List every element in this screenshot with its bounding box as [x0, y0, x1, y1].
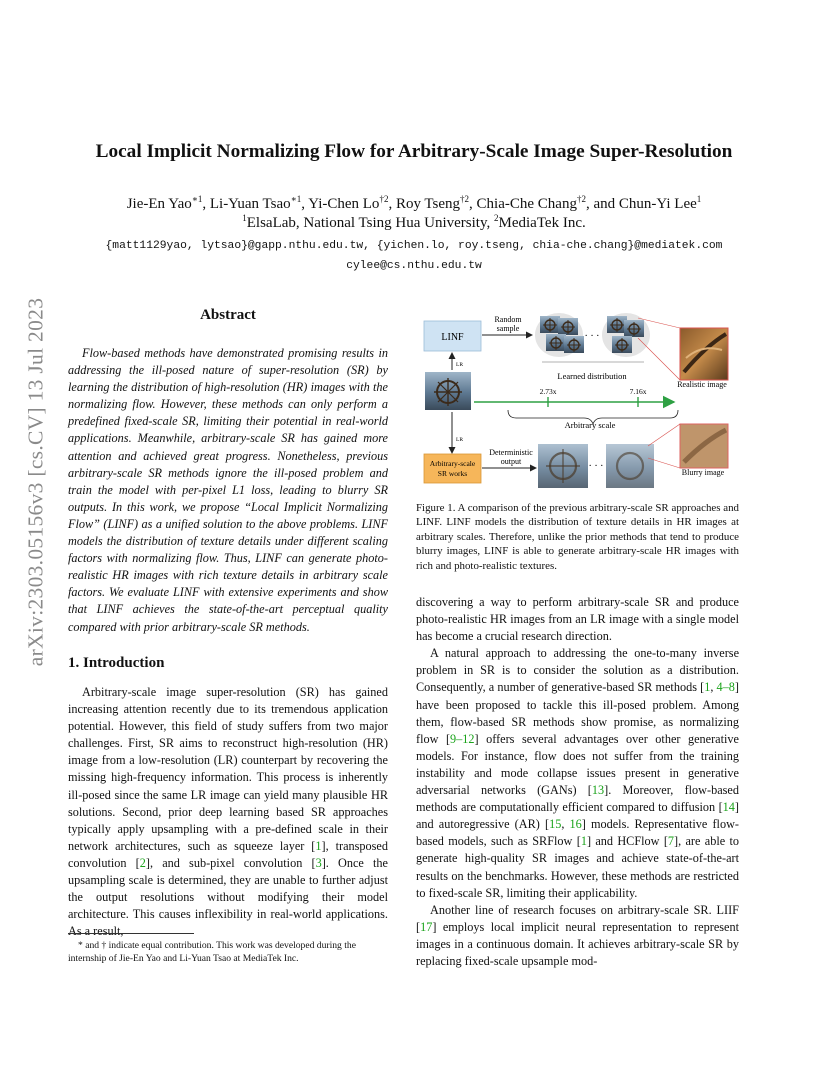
affiliation-2: MediaTek Inc.	[498, 215, 586, 231]
author-mark: ∗1	[191, 194, 203, 204]
paragraph-text: ] and autoregressive (AR) [	[416, 800, 739, 832]
paragraph-text: ] offers several advantages over other generative models. For instance, flow does not suffer from the training instability and mode collapse issues present in generative adversarial networks (GANs) [	[416, 731, 739, 798]
output-label: output	[500, 457, 522, 466]
citation-link[interactable]: 7	[667, 834, 675, 849]
author-line: Jie-En Yao$^{∗1}$, Li-Yuan Tsao$^{∗1}$, Yi-Chen Lo$^{\dagger 2}$, Roy Tseng$^{\dagger 2}$, Chia-Che Chang$^{\dagger 2}$, and Chun-Yi Lee$^1$	[126, 194, 702, 212]
author-name: Roy Tseng	[395, 196, 461, 212]
paragraph-text: ,	[561, 817, 570, 832]
scale-tick-label: 7.16x	[629, 387, 647, 396]
paragraph-text: ], transposed convolution [	[68, 838, 388, 870]
realistic-label: Realistic image	[677, 380, 727, 389]
email-line: cylee@cs.nthu.edu.tw	[346, 260, 482, 272]
paragraph-text: ], and sub-pixel convolution [	[145, 855, 316, 870]
citation-link[interactable]: 17	[420, 919, 433, 934]
author-name: Chia-Che Chang	[476, 196, 577, 212]
affiliation-1: ElsaLab, National Tsing Hua University,	[246, 215, 494, 231]
blurry-label: Blurry image	[681, 468, 725, 477]
author-name: Jie-En Yao	[126, 196, 192, 212]
intro-paragraph: discovering a way to perform arbitrary-scale SR and produce photo-realistic HR images from an LR image with a single model has become a crucial research direction.	[416, 595, 739, 644]
lr-label: LR	[456, 437, 464, 443]
paragraph-text: ,	[710, 680, 717, 695]
citation-link[interactable]: 4–8	[716, 680, 735, 695]
affiliation-mark: 1	[242, 213, 247, 223]
ellipsis: · · ·	[584, 331, 600, 342]
learned-distribution-label: Learned distribution	[557, 371, 627, 381]
figure-1	[416, 306, 739, 490]
prior-methods-label: SR works	[437, 469, 468, 478]
paragraph-text: ] employs local implicit neural representation to represent images in a continuous domain. It achieves arbitrary-scale SR by replacing fixed-scale upsample mod-	[416, 919, 739, 968]
paragraph-text: A natural approach to addressing the one-to-many inverse problem in SR is to consider the solution as a distribution. Consequently, a number of generative-based SR methods [	[416, 646, 739, 695]
paragraph-text: ]. Once the upsampling scale is determined, they are unable to further adjust the output resolutions without modifying their model architecture. This causes inflexibility in real-world applications. As a result,	[68, 855, 388, 939]
citation-link[interactable]: 2	[139, 855, 146, 870]
author-mark: †2	[576, 194, 586, 204]
author-mark: 1	[696, 194, 702, 204]
author-block	[60, 195, 768, 233]
paragraph-text: ] have been proposed to tackle this ill-posed problem. Among them, flow-based SR methods show promise, as normalizing flow [	[416, 680, 739, 746]
citation-link[interactable]: 1	[580, 834, 587, 849]
paragraph-text: Arbitrary-scale image super-resolution (SR) has gained increasing attention recently due to its tremendous application potential. However, this field of study suffers from two major challenges. First, SR aims to reconstruct high-resolution (HR) image from a low-resolution (LR) counterpart by recovering the missing high-frequency information. This process is inherently ill-posed since the same LR image can yield many plausible HR solutions. Second, prior deep learning based SR approaches typically apply upsampling with a pre-defined scale in their network architectures, such as squeeze layer [	[68, 685, 388, 853]
intro-paragraph	[416, 645, 739, 901]
ellipsis: · · ·	[588, 461, 604, 472]
affiliation-mark: 2	[494, 213, 499, 223]
arxiv-stamp-text: arXiv:2303.05156v3 [cs.CV] 13 Jul 2023	[23, 297, 48, 667]
lr-label: LR	[456, 362, 464, 368]
section-heading: 1. Introduction	[68, 655, 165, 671]
linf-label: LINF	[441, 332, 464, 343]
affiliation-line	[60, 214, 768, 233]
citation-link[interactable]: 15	[549, 817, 562, 832]
abstract-text: Flow-based methods have demonstrated promising results in addressing the ill-posed nature of super-resolution (SR) by learning the distribution of high-resolution (HR) images with the normalizing flow. However, these methods can only perform a predefined fixed-scale SR, limiting their potential in real-world applications. Meanwhile, arbitrary-scale SR has gained more attention and achieved great progress. Nonetheless, previous arbitrary-scale SR methods ignore the ill-posed problem and train the model with per-pixel L1 loss, leading to blurry SR outputs. In this work, we propose “Local Implicit Normalizing Flow” (LINF) as a unified solution to the above problems. LINF models the distribution of texture details under different scaling factors with normalizing flow. Thus, LINF can generate photo-realistic HR images with rich texture details in arbitrary scale factors. We evaluate LINF with extensive experiments and show that LINF achieves the state-of-the-art perceptual quality compared with prior arbitrary-scale SR methods.	[68, 346, 388, 634]
email-line: {matt1129yao, lytsao}@gapp.nthu.edu.tw, {yichen.lo, roy.tseng, chia-che.chang}@mediatek.com	[105, 240, 723, 252]
author-name: Yi-Chen Lo	[308, 196, 380, 212]
author-name: Chun-Yi Lee	[618, 196, 697, 212]
right-column-text	[416, 594, 739, 970]
paper-title: Local Implicit Normalizing Flow for Arbitrary-Scale Image Super-Resolution	[95, 141, 733, 162]
author-mark: ∗1	[290, 194, 302, 204]
author-name: Li-Yuan Tsao	[209, 196, 291, 212]
author-conjunction: and	[593, 196, 619, 212]
abstract-heading: Abstract	[200, 307, 256, 323]
citation-link[interactable]: 1	[315, 838, 322, 853]
email-block	[60, 236, 768, 276]
citation-link[interactable]: 1	[704, 680, 711, 695]
arbitrary-scale-label: Arbitrary scale	[564, 420, 616, 430]
intro-paragraph	[416, 902, 739, 970]
deterministic-label: Deterministic	[489, 448, 533, 457]
citation-link[interactable]: 3	[315, 855, 322, 870]
footnote: * and † indicate equal contribution. This work was developed during the internship of Jie-En Yao and Li-Yuan Tsao at MediaTek Inc.	[68, 940, 356, 964]
scale-tick-label: 2.73x	[539, 387, 557, 396]
footnote-divider	[68, 933, 194, 934]
prior-methods-label: Arbitrary-scale	[429, 459, 476, 468]
arxiv-stamp	[14, 262, 58, 702]
author-mark: †2	[460, 194, 470, 204]
citation-link[interactable]: 16	[569, 817, 582, 832]
paragraph-text: ]. Moreover, flow-based methods are computationally efficient compared to diffusion [	[416, 783, 739, 815]
citation-link[interactable]: 14	[722, 800, 735, 815]
random-label: Random	[494, 315, 522, 324]
paragraph-text: ] and HCFlow [	[586, 834, 668, 849]
paragraph-text: ] models. Representative flow-based models, such as SRFlow [	[416, 817, 739, 849]
author-mark: †2	[379, 194, 389, 204]
citation-link[interactable]: 9–12	[450, 731, 475, 746]
intro-paragraph	[68, 684, 388, 940]
paragraph-text: Another line of research focuses on arbitrary-scale SR. LIIF [	[416, 902, 739, 934]
figure-caption: Figure 1. A comparison of the previous arbitrary-scale SR approaches and LINF. LINF models the distribution of texture details in HR images at arbitrary scales. Therefore, unlike the prior methods that tend to produce blurry images, LINF is able to generate arbitrary-scale HR images with rich and photo-realistic textures.	[416, 502, 739, 572]
sample-label: sample	[496, 324, 520, 333]
blurry-output	[606, 444, 654, 488]
citation-link[interactable]: 13	[591, 783, 605, 798]
paragraph-text: ], are able to generate high-quality SR images and achieve state-of-the-art results on the benchmarks. However, these methods are restricted to fixed-scale SR, limiting their applicability.	[416, 834, 740, 900]
